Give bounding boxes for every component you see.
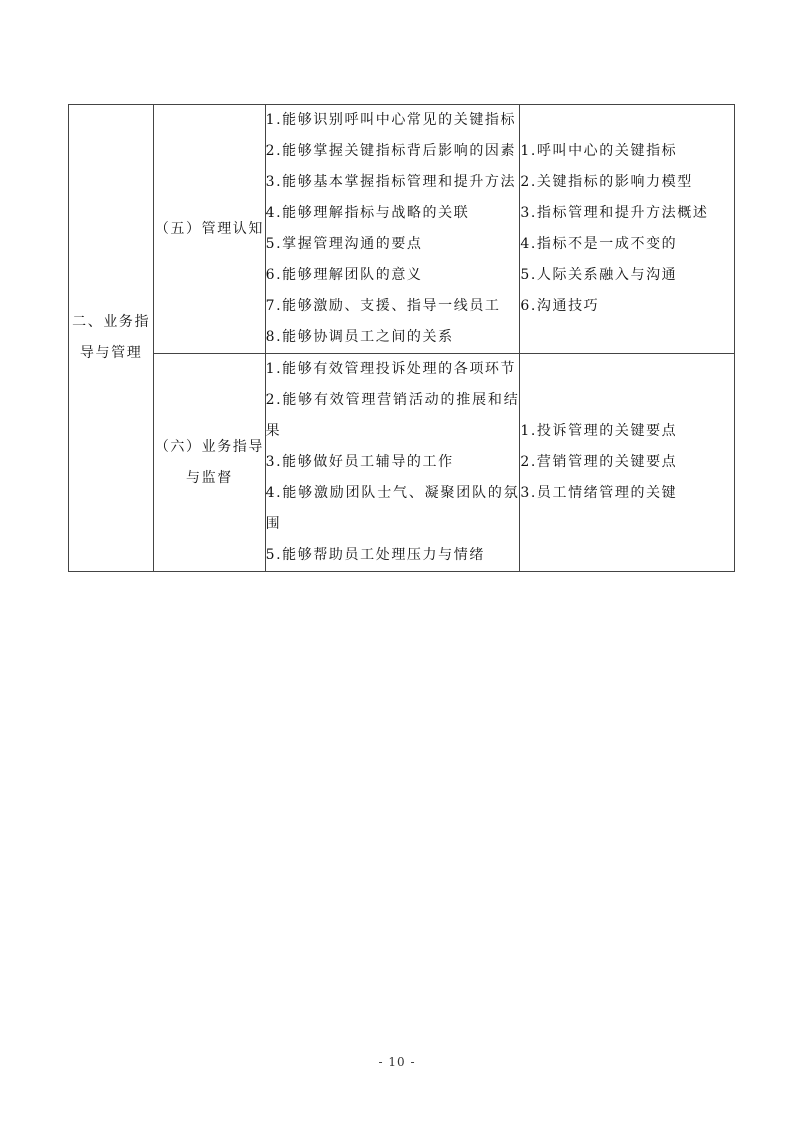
requirement-item: 2.能够掌握关键指标背后影响的因素 — [265, 143, 517, 159]
knowledge-item: 5.人际关系融入与沟通 — [520, 267, 678, 283]
requirement-item: 1.能够识别呼叫中心常见的关键指标 — [265, 112, 517, 128]
knowledge-item: 2.营销管理的关键要点 — [520, 454, 678, 470]
knowledge-cell — [520, 354, 735, 572]
knowledge-item: 4.指标不是一成不变的 — [520, 236, 678, 252]
knowledge-item: 6.沟通技巧 — [520, 298, 600, 314]
knowledge-cell — [520, 105, 735, 354]
requirement-item: 3.能够做好员工辅导的工作 — [265, 454, 454, 470]
table-row — [69, 354, 735, 572]
page-number: - 10 - — [378, 1055, 416, 1069]
module-cell: （六）业务指导与监督 — [154, 354, 265, 572]
requirement-item: 8.能够协调员工之间的关系 — [265, 329, 454, 345]
knowledge-item: 1.投诉管理的关键要点 — [520, 423, 678, 439]
requirement-item: 5.掌握管理沟通的要点 — [265, 236, 423, 252]
table-row — [69, 105, 735, 354]
requirement-item: 2.能够有效管理营销活动的推展和结果 — [265, 392, 520, 439]
knowledge-item: 3.指标管理和提升方法概述 — [520, 205, 709, 221]
knowledge-item: 3.员工情绪管理的关键 — [520, 485, 678, 501]
requirement-item: 4.能够理解指标与战略的关联 — [265, 205, 470, 221]
requirement-item: 7.能够激励、支援、指导一线员工 — [265, 298, 501, 314]
area-cell: 二、业务指导与管理 — [69, 105, 154, 572]
requirement-item: 3.能够基本掌握指标管理和提升方法 — [265, 174, 517, 190]
requirements-cell — [265, 354, 520, 572]
requirement-item: 5.能够帮助员工处理压力与情绪 — [265, 547, 485, 563]
training-content-table — [68, 104, 735, 572]
requirement-item: 6.能够理解团队的意义 — [265, 267, 423, 283]
requirement-item: 1.能够有效管理投诉处理的各项环节 — [265, 361, 517, 377]
knowledge-item: 2.关键指标的影响力模型 — [520, 174, 693, 190]
module-cell: （五）管理认知 — [154, 105, 265, 354]
requirements-cell — [265, 105, 520, 354]
knowledge-item: 1.呼叫中心的关键指标 — [520, 143, 678, 159]
requirement-item: 4.能够激励团队士气、凝聚团队的氛围 — [265, 485, 520, 532]
